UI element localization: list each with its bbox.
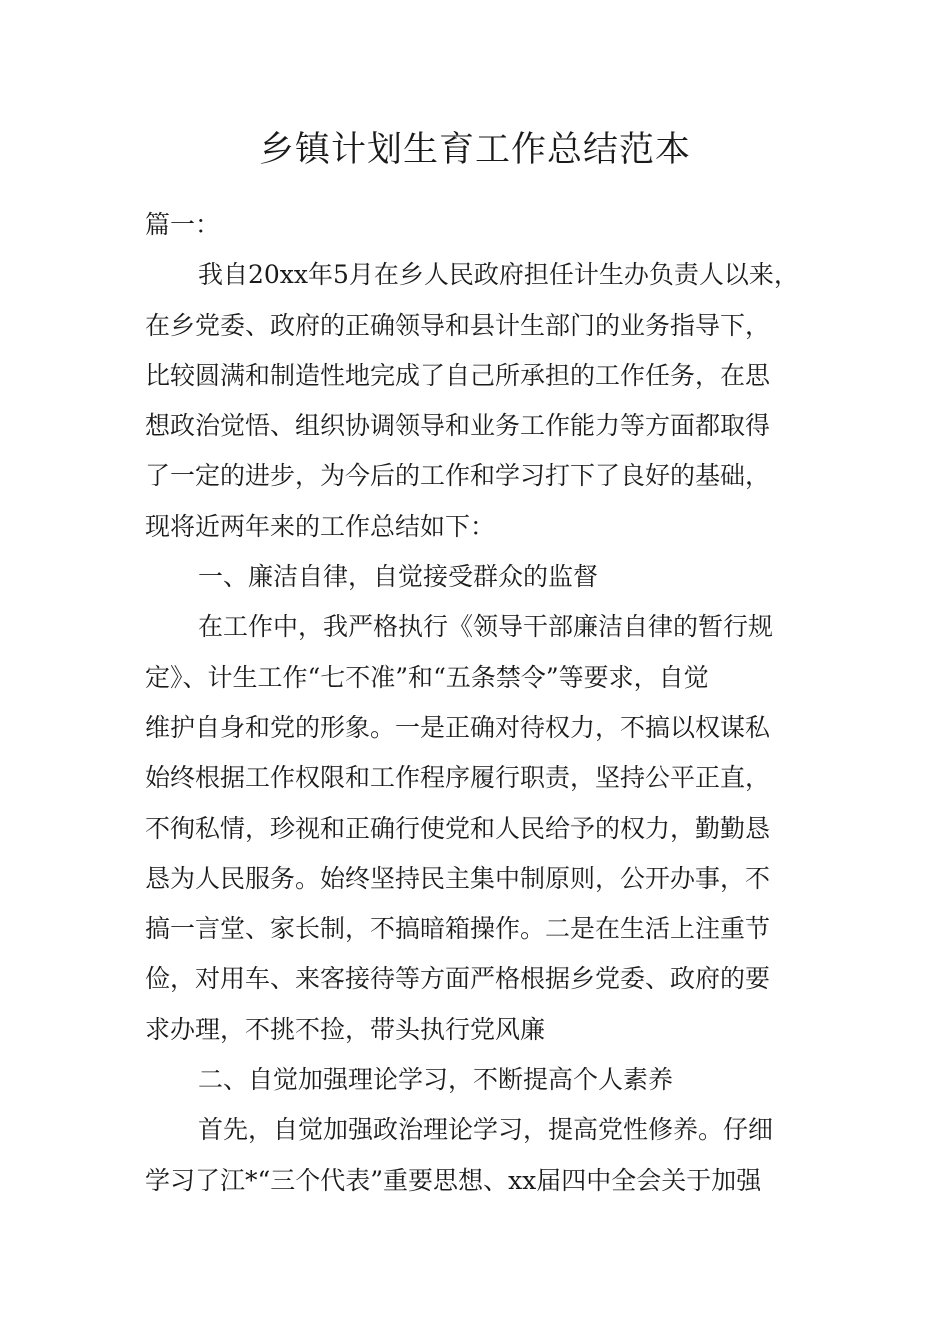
text-line: 比较圆满和制造性地完成了自己所承担的工作任务，在思 [145,360,771,390]
document-body [145,200,815,1206]
text-line: 搞一言堂、家长制，不搞暗箱操作。二是在生活上注重节 [145,914,771,944]
text-line: 在乡党委、政府的正确领导和县计生部门的业务指导下， [145,310,771,340]
document-title: 乡镇计划生育工作总结范本 [258,130,691,170]
text-line: 了一定的进步，为今后的工作和学习打下了良好的基础， [145,461,771,491]
text-line: 定》、计生工作“七不准”和“五条禁令”等要求，自觉 [145,662,709,692]
text-line: 维护自身和党的形象。一是正确对待权力，不搞以权谋私 [145,712,771,742]
text-line: 求办理，不挑不捡，带头执行党风廉 [145,1014,546,1044]
text-line: 恳为人民服务。始终坚持民主集中制原则，公开办事，不 [145,863,771,893]
text-line: 我自20xx年5月在乡人民政府担任计生办负责人以来， [198,260,799,290]
text-line: 篇一： [145,210,221,239]
text-line: 一、廉洁自律，自觉接受群众的监督 [198,562,599,592]
text-line: 在工作中，我严格执行《领导干部廉洁自律的暂行规 [198,612,774,642]
text-line: 现将近两年来的工作总结如下： [145,511,496,541]
text-line: 始终根据工作权限和工作程序履行职责，坚持公平正直， [145,763,771,793]
text-line: 俭，对用车、来客接待等方面严格根据乡党委、政府的要 [145,964,771,994]
text-line: 首先，自觉加强政治理论学习，提高党性修养。仔细 [198,1115,774,1145]
text-line: 想政治觉悟、组织协调领导和业务工作能力等方面都取得 [145,411,771,441]
text-line: 学习了江*“三个代表”重要思想、xx届四中全会关于加强 [145,1165,762,1195]
text-line: 不徇私情，珍视和正确行使党和人民给予的权力，勤勤恳 [145,813,771,843]
text-line: 二、自觉加强理论学习，不断提高个人素养 [198,1065,674,1095]
